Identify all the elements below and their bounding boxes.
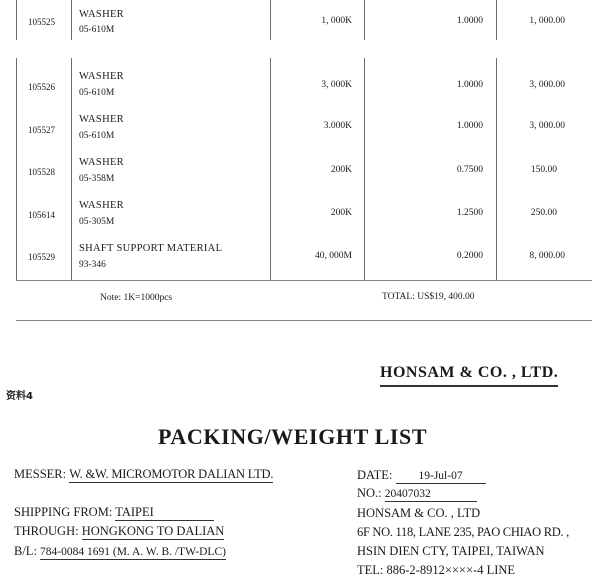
item-spec: 05-358M: [79, 174, 115, 184]
item-spec: 05-610M: [79, 25, 115, 35]
number-line: [357, 486, 477, 502]
date-value: 19-Jul-07: [396, 470, 486, 484]
through-value: HONGKONG TO DALIAN: [81, 524, 225, 538]
item-quantity: 1, 000K: [321, 16, 352, 26]
item-unit-price: 0.2000: [456, 251, 483, 261]
number-label: NO.:: [357, 486, 382, 500]
item-unit-price: 1.0000: [456, 121, 483, 131]
item-spec: 05-610M: [79, 131, 115, 141]
item-quantity: 3, 000K: [321, 80, 352, 90]
through-label: THROUGH:: [14, 524, 79, 538]
shipping-line: [14, 505, 214, 520]
column-divider: [496, 0, 497, 40]
column-divider: [71, 0, 72, 40]
item-code: 105525: [28, 17, 55, 27]
shipping-value: TAIPEI: [115, 505, 214, 521]
column-divider: [364, 0, 365, 40]
item-unit-price: 0.7500: [456, 165, 483, 175]
quantity-note: Note: 1K=1000pcs: [100, 293, 173, 303]
sender-company: HONSAM & CO. , LTD: [357, 506, 481, 520]
item-quantity: 3.000K: [323, 121, 352, 131]
bl-value: 784-0084 1691 (M. A. W. B. /TW-DLC): [40, 546, 226, 558]
item-spec: 93-346: [79, 260, 106, 270]
sender-address-line2: HSIN DIEN CTY, TAIPEI, TAIWAN: [357, 544, 545, 558]
table-left-border: [16, 58, 17, 280]
item-unit-price: 1.0000: [456, 16, 483, 26]
item-quantity: 200K: [330, 165, 352, 175]
table-bottom-border: [16, 280, 592, 281]
item-unit-price: 1.2500: [456, 208, 483, 218]
item-description: SHAFT SUPPORT MATERIAL: [79, 243, 223, 254]
item-quantity: 40, 000M: [315, 251, 352, 261]
total-amount: TOTAL: US$19, 400.00: [382, 292, 475, 302]
table-left-border: [16, 0, 17, 40]
item-quantity: 200K: [330, 208, 352, 218]
item-description: WASHER: [79, 114, 124, 125]
item-description: WASHER: [79, 9, 124, 20]
item-description: WASHER: [79, 71, 124, 82]
company-signature: HONSAM & CO. , LTD.: [380, 364, 558, 387]
messer-value: W. &W. MICROMOTOR DALIAN LTD.: [69, 467, 274, 481]
through-line: [14, 524, 224, 539]
date-label: DATE:: [357, 468, 393, 482]
column-divider: [270, 58, 271, 280]
messer-label: MESSER:: [14, 467, 67, 481]
item-description: WASHER: [79, 200, 124, 211]
document-title: PACKING/WEIGHT LIST: [158, 424, 428, 449]
item-amount: 250.00: [530, 208, 557, 218]
item-code: 105528: [28, 167, 55, 177]
item-code: 105614: [28, 210, 55, 220]
item-description: WASHER: [79, 157, 124, 168]
bl-label: B/L:: [14, 544, 37, 558]
item-unit-price: 1.0000: [456, 80, 483, 90]
item-spec: 05-305M: [79, 217, 115, 227]
column-divider: [270, 0, 271, 40]
sender-address-line1: 6F NO. 118, LANE 235, PAO CHIAO RD. ,: [357, 525, 569, 539]
column-divider: [71, 58, 72, 280]
column-divider: [364, 58, 365, 280]
item-spec: 05-610M: [79, 88, 115, 98]
messer-line: [14, 467, 273, 482]
item-amount: 8, 000.00: [529, 251, 565, 261]
number-value: 20407032: [385, 488, 477, 502]
summary-bottom-border: [16, 320, 592, 321]
shipping-label: SHIPPING FROM:: [14, 505, 113, 519]
item-amount: 3, 000.00: [529, 80, 565, 90]
item-code: 105526: [28, 82, 55, 92]
date-line: [357, 468, 486, 484]
material-tag: 资料4: [6, 391, 33, 402]
item-amount: 150.00: [530, 165, 557, 175]
item-code: 105527: [28, 125, 55, 135]
item-amount: 3, 000.00: [529, 121, 565, 131]
item-code: 105529: [28, 252, 55, 262]
bl-line: [14, 544, 226, 559]
sender-telephone: TEL: 886-2-8912××××-4 LINE: [357, 563, 516, 577]
item-amount: 1, 000.00: [529, 16, 565, 26]
column-divider: [496, 58, 497, 280]
